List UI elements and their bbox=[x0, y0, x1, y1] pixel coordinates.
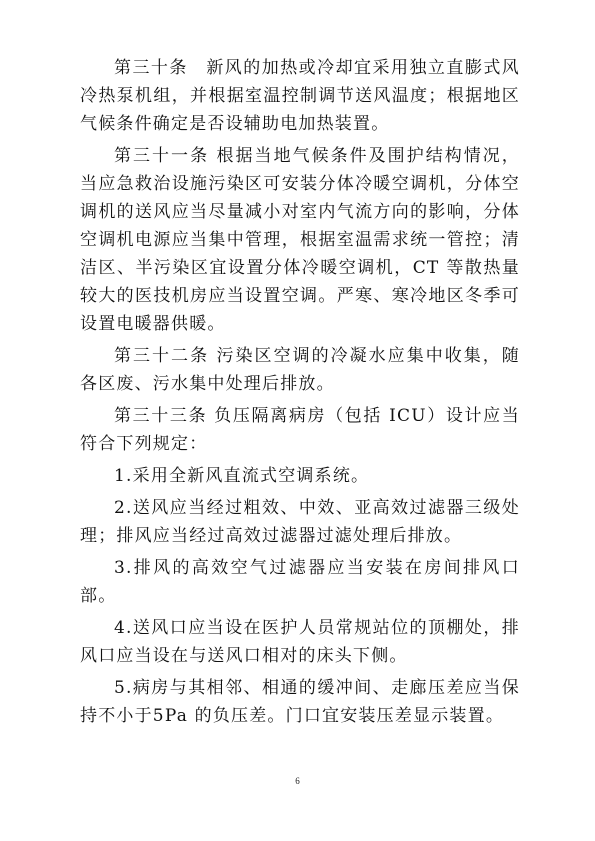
article-31-paragraph: 第三十一条 根据当地气候条件及围护结构情况，当应急救治设施污染区可安装分体冷暖空调机，分体空调机的送风应当尽量减小对室内气流方向的影响，分体空调机电源应当集中管理，根据室温需求统一管控；清洁区、半污染区宜设置分体冷暖空调机，CT 等散热量较大的医技机房应当设置空调。严寒、寒冷地区冬季可设置电暖器供暖。 bbox=[80, 146, 520, 334]
document-body bbox=[80, 54, 520, 730]
page-number: 6 bbox=[295, 776, 300, 786]
list-item-3: 3.排风的高效空气过滤器应当安装在房间排风口部。 bbox=[80, 558, 520, 606]
list-item-2: 2.送风应当经过粗效、中效、亚高效过滤器三级处理；排风应当经过高效过滤器过滤处理后排放。 bbox=[80, 498, 520, 546]
list-item-5: 5.病房与其相邻、相通的缓冲间、走廊压差应当保持不小于5Pa 的负压差。门口宜安装压差显示装置。 bbox=[80, 678, 520, 726]
article-30-paragraph: 第三十条 新风的加热或冷却宜采用独立直膨式风冷热泵机组，并根据室温控制调节送风温度；根据地区气候条件确定是否设辅助电加热装置。 bbox=[80, 58, 520, 134]
article-32-paragraph: 第三十二条 污染区空调的冷凝水应集中收集，随各区废、污水集中处理后排放。 bbox=[80, 346, 520, 394]
list-item-4: 4.送风口应当设在医护人员常规站位的顶棚处，排风口应当设在与送风口相对的床头下侧。 bbox=[80, 618, 520, 666]
list-item-1: 1.采用全新风直流式空调系统。 bbox=[114, 466, 370, 486]
article-33-paragraph: 第三十三条 负压隔离病房（包括 ICU）设计应当符合下列规定： bbox=[80, 406, 520, 454]
